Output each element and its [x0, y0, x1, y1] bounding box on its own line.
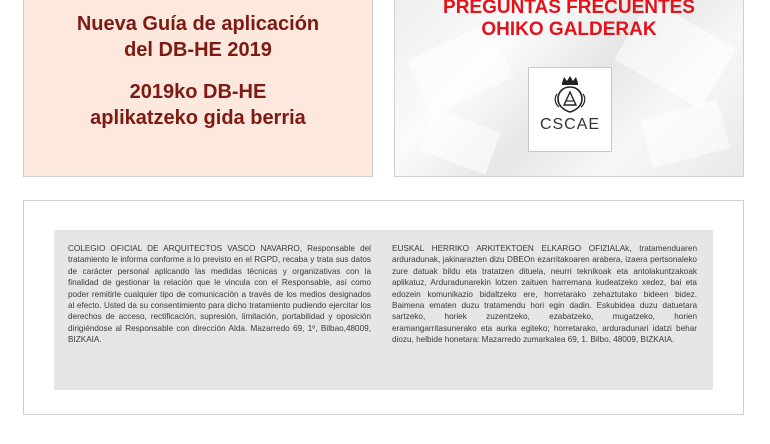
privacy-notice-eu: EUSKAL HERRIKO ARKITEKTOEN ELKARGO OFIZIALAk, tratamenduaren arduradunak, jakinarazten dizu DBEOn ezarritakoaren arabera, izaera pertsonaleko zure datuak bildu eta tratatzen dituela, neurri teknikoak eta antolakuntzakoak aplikatuz, Arduradunarekin lotzen zaituen harremana kudeatzeko xedez, bai eta edozein komunikazio bidaltzeko ere, horretarako zehaztutako bideen bidez. Baimena ematen duzu tratamendu hori egin dadin. Eskubidea duzu datuetara sartzeko, horiek zuzentzeko, ezabatzeko, mugatzeko, horien eramangarritasunerako eta aurka egiteko; horretarako, arduradunari idatzi behar diozu, helbide honetara: Mazarredo zumarkalea 69, 1. Bilbo, 48009, BIZKAIA. [392, 244, 697, 345]
privacy-notice-es: COLEGIO OFICIAL DE ARQUITECTOS VASCO NAVARRO, Responsable del tratamiento le informa conforme a lo previsto en el RGPD, recaba y trata sus datos de carácter personal aplicando las medidas técnicas y organizativas con la finalidad de gestionar la relación que le vincula con el Responsable, así como poder remitirle cualquier tipo de comunicación a través de los medios designados al efecto. Usted da su consentimiento para dicho tratamiento pudiendo ejercitar los derechos de acceso, rectificación, supresión, limitación, portabilidad y oposición dirigiéndose al Responsable con dirección Alda. Mazarredo 69, 1º, Bilbao,48009, BIZKAIA. [68, 244, 371, 345]
guide-title-eu-line1: 2019ko DB-HE [129, 81, 267, 103]
guide-title-es-line1: Nueva Guía de aplicación [76, 13, 320, 35]
cscae-logo-text: CSCAE [539, 116, 601, 133]
guide-title-es [77, 11, 319, 63]
faq-banner[interactable] [394, 0, 744, 177]
guide-banner[interactable] [23, 0, 373, 177]
faq-title-es: PREGUNTAS FRECUENTES [443, 0, 695, 18]
faq-title-eu: OHIKO GALDERAK [481, 19, 657, 40]
privacy-notice-box [54, 230, 713, 390]
privacy-notice-panel [23, 200, 744, 415]
crown-shield-emblem-icon [552, 74, 588, 114]
guide-title-eu-line2: aplikatzeko gida berria [90, 107, 306, 129]
cscae-logo [528, 67, 612, 152]
guide-title-es-line2: del DB-HE 2019 [124, 39, 272, 61]
guide-title-eu [90, 79, 306, 131]
